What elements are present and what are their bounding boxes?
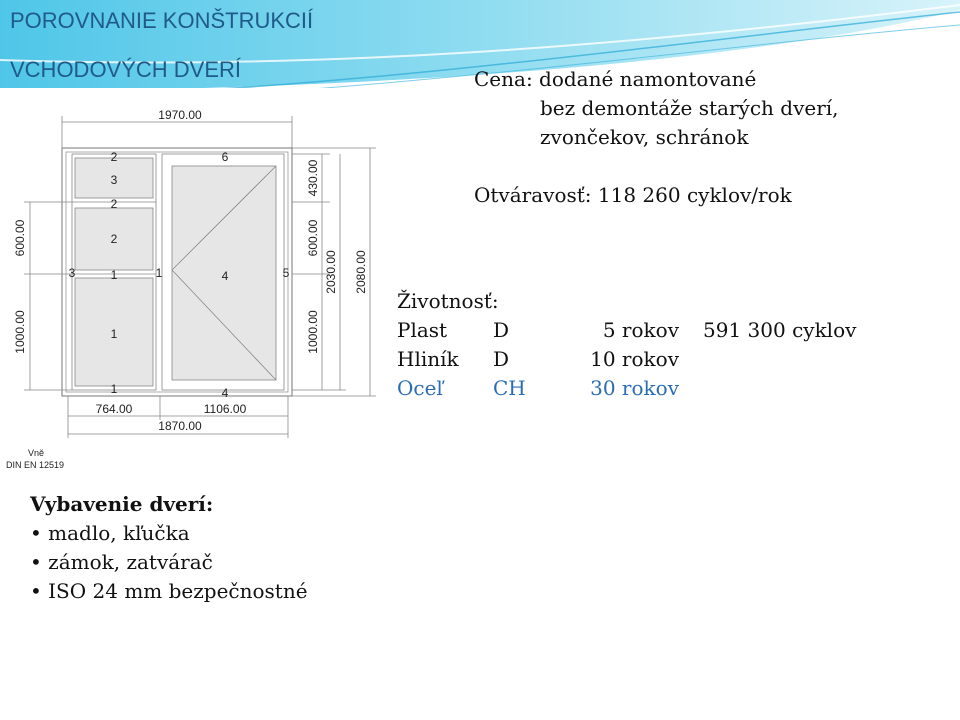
pane-label: 5 <box>282 266 290 280</box>
equipment-item: • madlo, kľučka <box>30 521 190 545</box>
dim-left-bottom: 1000.00 <box>13 310 27 354</box>
door-technical-drawing <box>0 88 382 474</box>
dim-right-2030: 2030.00 <box>324 250 338 294</box>
dim-right-2080: 2080.00 <box>354 250 368 294</box>
equipment-block <box>30 490 308 606</box>
pane-label: 1 <box>110 268 118 282</box>
equipment-heading: Vybavenie dverí: <box>30 492 214 516</box>
pane-label: 2 <box>110 150 118 164</box>
equipment-item: • ISO 24 mm bezpečnostné <box>30 579 308 603</box>
opening-cycles: Otváravosť: 118 260 cyklov/rok <box>474 183 792 207</box>
pane-label: 1 <box>110 382 118 396</box>
pane-label: 4 <box>221 386 229 400</box>
dim-right-1000: 1000.00 <box>306 310 320 354</box>
pane-label: 3 <box>110 173 118 187</box>
pane-label: 6 <box>221 150 229 164</box>
pane-label: 2 <box>110 197 118 211</box>
slide-title-line1: POROVNANIE KONŠTRUKCIÍ <box>10 8 314 33</box>
pane-label: 3 <box>68 266 76 280</box>
drawing-note-vne: Vně <box>28 448 45 458</box>
drawing-note-din: DIN EN 12519 <box>6 460 65 470</box>
dim-top: 1970.00 <box>158 108 202 122</box>
price-block <box>474 65 839 210</box>
pane-label: 1 <box>110 327 118 341</box>
dim-bottom-left: 764.00 <box>95 402 133 416</box>
pane-label: 2 <box>110 232 118 246</box>
price-line3: zvončekov, schránok <box>540 125 749 149</box>
dim-bottom-total: 1870.00 <box>158 419 202 433</box>
dim-bottom-right: 1106.00 <box>203 402 247 416</box>
dim-left-top: 600.00 <box>13 219 27 257</box>
dim-right-600: 600.00 <box>306 219 320 257</box>
price-line2: bez demontáže starých dverí, <box>540 96 839 120</box>
dim-right-430: 430.00 <box>306 159 320 197</box>
price-line1: Cena: dodané namontované <box>474 67 757 91</box>
equipment-item: • zámok, zatvárač <box>30 550 213 574</box>
pane-label: 4 <box>221 269 229 283</box>
pane-label: 1 <box>155 266 163 280</box>
slide-title-line2: VCHODOVÝCH DVERÍ <box>10 57 242 82</box>
